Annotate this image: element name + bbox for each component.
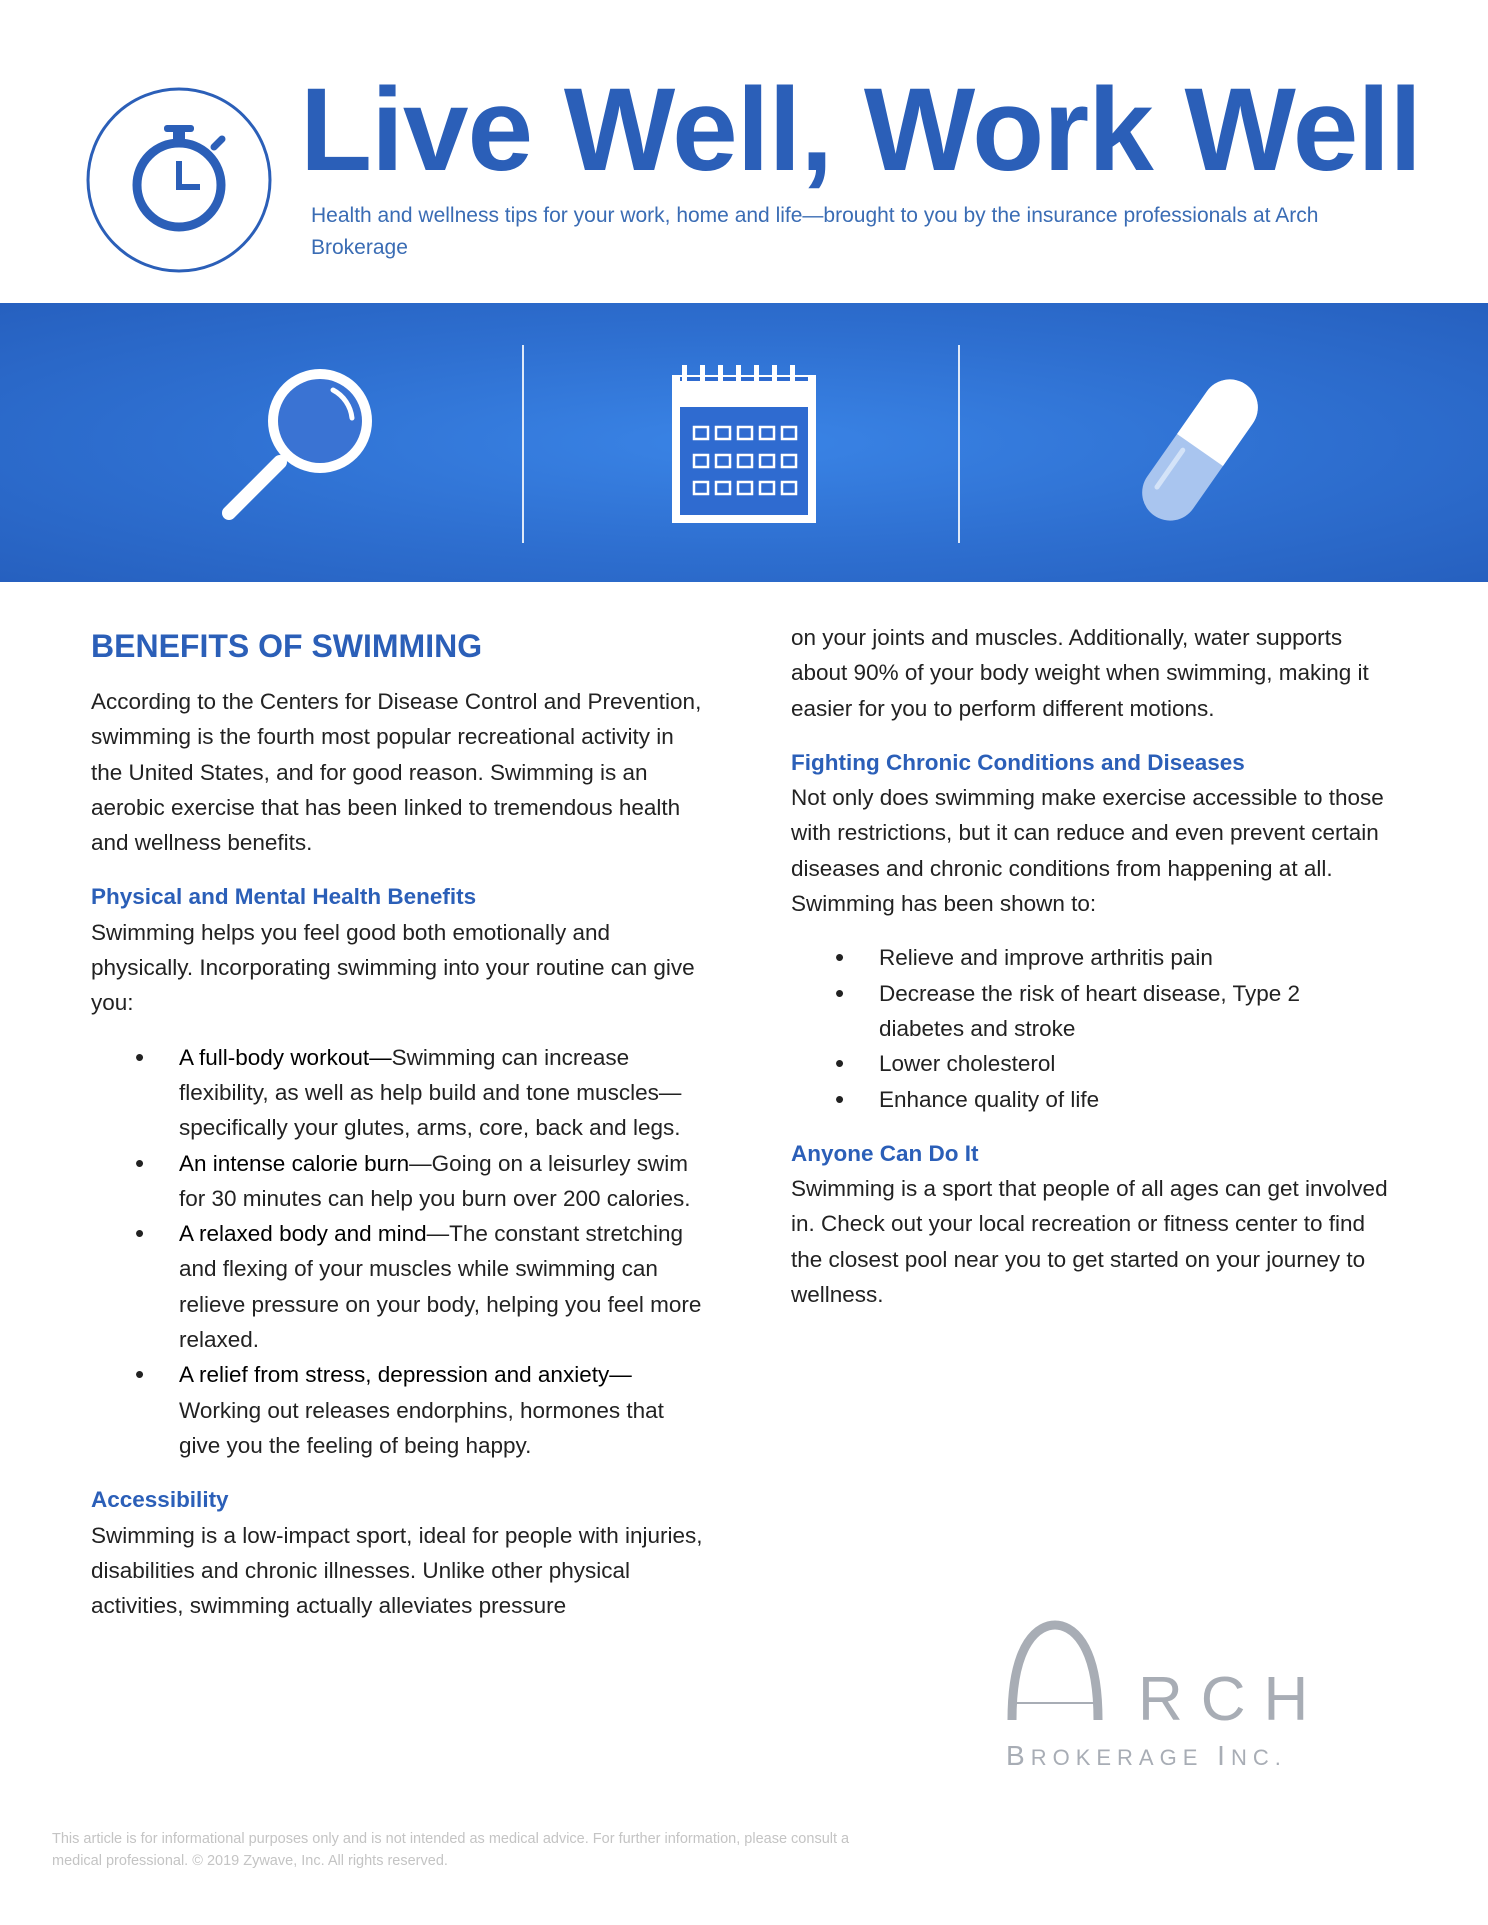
left-column	[91, 622, 711, 1623]
bullet-lead: An intense calorie burn	[179, 1150, 410, 1176]
list-item	[91, 1357, 711, 1463]
list-item: • Enhance quality of life	[791, 1082, 1391, 1117]
section-heading: Fighting Chronic Conditions and Diseases	[791, 749, 1245, 775]
svg-text:BROKERAGE INC.: BROKERAGE INC.	[1006, 1740, 1287, 1770]
bullet-text: —Going on a leisurley swim for 30 minutes can help you burn over 200 calories.	[179, 1150, 691, 1211]
bullet-text: Swimming can increase flexibility, as well as help build and tone muscles—specifically your glutes, arms, core, back and legs.	[179, 1044, 682, 1141]
stopwatch-icon	[86, 87, 272, 273]
section-text: Swimming helps you feel good both emotionally and physically. Incorporating swimming into your routine can give you:	[91, 919, 695, 1016]
article-title: BENEFITS OF SWIMMING	[91, 628, 483, 664]
conditions-list	[791, 940, 1391, 1116]
list-item	[91, 1146, 711, 1217]
page-subtitle: Health and wellness tips for your work, home and life—brought to you by the insurance professionals at Arch Brokerage	[311, 204, 1319, 259]
bullet-lead: A relief from stress, depression and anxiety—	[179, 1362, 632, 1388]
bullet-lead: A full-body workout—	[179, 1044, 392, 1070]
calendar-icon	[668, 363, 823, 528]
section-heading: Physical and Mental Health Benefits	[91, 884, 477, 910]
bullet-lead: A relaxed body and mind	[179, 1221, 427, 1247]
right-column	[791, 620, 1391, 1312]
list-item	[91, 1040, 711, 1146]
list-item	[91, 1216, 711, 1357]
section-text: Swimming is a low-impact sport, ideal for people with injuries, disabilities and chronic illnesses. Unlike other physical activities, swimming actually alleviates pressure	[91, 1522, 703, 1619]
icon-banner	[0, 303, 1488, 582]
intro-paragraph: According to the Centers for Disease Control and Prevention, swimming is the fourth most popular recreational activity in the United States, and for good reason. Swimming is an aerobic exercise that has been linked to tremendous health and wellness benefits.	[91, 689, 702, 856]
arch-brokerage-logo	[1000, 1620, 1330, 1770]
svg-text:RCH: RCH	[1138, 1665, 1327, 1734]
list-item: • Lower cholesterol	[791, 1046, 1391, 1081]
footer-disclaimer: This article is for informational purposes only and is not intended as medical advice. For further information, please consult a medical professional. © 2019 Zywave, Inc. All rights reserved.	[52, 1831, 850, 1869]
bullet-text: —The constant stretching and flexing of your muscles while swimming can relieve pressure on your body, helping you feel more relaxed.	[179, 1221, 702, 1353]
pill-icon	[1130, 365, 1270, 535]
section-heading: Accessibility	[91, 1487, 229, 1513]
list-item: • Relieve and improve arthritis pain	[791, 940, 1391, 975]
section-heading: Anyone Can Do It	[791, 1140, 979, 1166]
section-text: Not only does swimming make exercise accessible to those with restrictions, but it can reduce and even prevent certain diseases and chronic conditions from happening at all. Swimming has been shown to:	[791, 785, 1384, 917]
page-title: Live Well, Work Well	[300, 64, 1421, 196]
list-item: • Decrease the risk of heart disease, Type 2 diabetes and stroke	[791, 976, 1391, 1047]
section-text-continued: on your joints and muscles. Additionally, water supports about 90% of your body weight when swimming, making it easier for you to perform different motions.	[791, 625, 1369, 721]
magnifying-glass-icon	[215, 358, 385, 528]
banner-divider	[522, 345, 524, 543]
bullet-text: Working out releases endorphins, hormones that give you the feeling of being happy.	[179, 1397, 664, 1458]
section-text: Swimming is a sport that people of all ages can get involved in. Check out your local recreation or fitness center to find the closest pool near you to get started on your journey to wellness.	[791, 1176, 1388, 1308]
benefits-list	[91, 1040, 711, 1464]
banner-divider	[958, 345, 960, 543]
